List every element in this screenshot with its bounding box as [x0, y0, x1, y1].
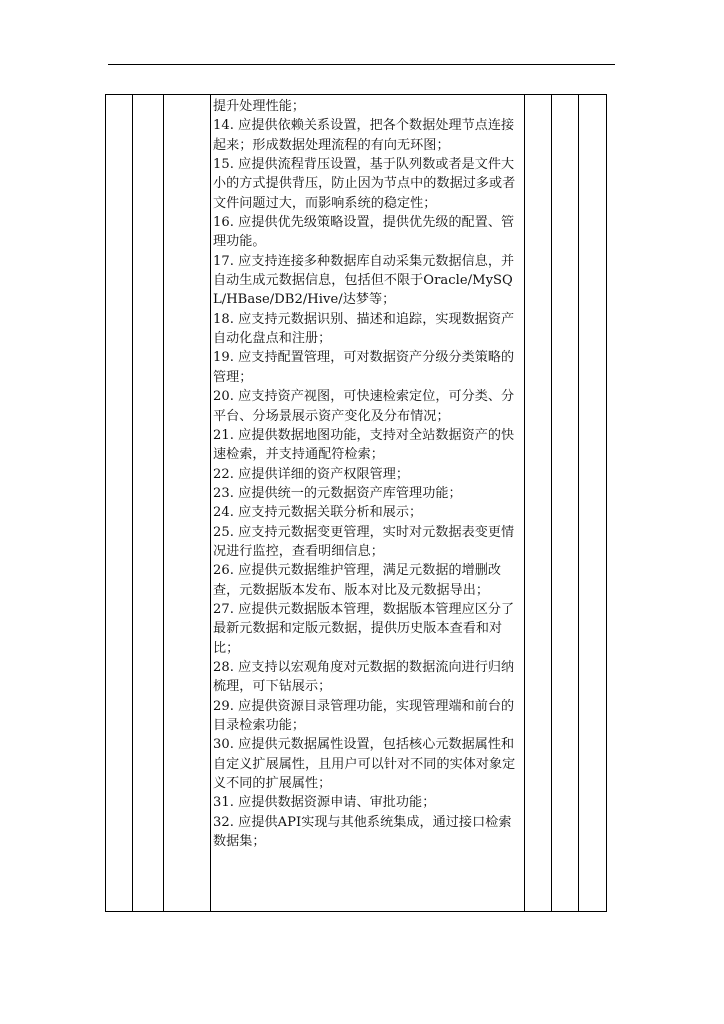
requirement-line: 15. 应提供流程背压设置，基于队列数或者是文件大小的方式提供背压，防止因为节点中的数据过多或者文件问题过大，而影响系统的稳定性； [213, 157, 516, 211]
requirements-cell-text [213, 97, 523, 851]
requirement-line: 18. 应支持元数据识别、描述和追踪，实现数据资产自动化盘点和注册； [213, 311, 515, 347]
column-divider [210, 95, 211, 911]
requirement-line: 19. 应支持配置管理，可对数据资产分级分类策略的管理； [213, 350, 515, 385]
requirement-line: 25. 应支持元数据变更管理，实时对元数据表变更情况进行监控，查看明细信息； [213, 524, 515, 559]
requirement-line: 22. 应提供详细的资产权限管理； [213, 466, 410, 482]
header-rule [108, 64, 615, 65]
requirement-line: 29. 应提供资源目录管理功能，实现管理端和前台的目录检索功能； [213, 698, 515, 733]
column-divider [163, 95, 164, 911]
column-divider [524, 95, 525, 911]
requirement-line: 30. 应提供元数据属性设置，包括核心元数据属性和自定义扩展属性，且用户可以针对不同的实体对象定义不同的扩展属性； [213, 737, 516, 792]
requirements-table [105, 94, 607, 912]
requirement-line: 26. 应提供元数据维护管理，满足元数据的增删改查，元数据版本发布、版本对比及元数据导出； [213, 563, 502, 598]
requirement-line: 16. 应提供优先级策略设置，提供优先级的配置、管理功能。 [213, 215, 515, 250]
requirement-line: 14. 应提供依赖关系设置，把各个数据处理节点连接起来；形成数据处理流程的有向无环图； [213, 118, 515, 153]
requirement-line: 28. 应支持以宏观角度对元数据的数据流向进行归纳梳理，可下钻展示； [213, 659, 515, 695]
requirement-line: 20. 应支持资产视图，可快速检索定位，可分类、分平台、分场景展示资产变化及分布情况； [213, 389, 515, 424]
requirement-line: 23. 应提供统一的元数据资产库管理功能； [213, 485, 462, 501]
requirement-line: 24. 应支持元数据关联分析和展示； [213, 505, 423, 521]
requirement-line: 32. 应提供API实现与其他系统集成，通过接口检索数据集； [213, 814, 512, 850]
column-divider [551, 95, 552, 911]
requirement-line: 提升处理性能； [213, 99, 306, 114]
requirement-line: 21. 应提供数据地图功能，支持对全站数据资产的快速检索，并支持通配符检索； [213, 427, 515, 463]
column-divider [578, 95, 579, 911]
column-divider [132, 95, 133, 911]
requirement-line: 27. 应提供元数据版本管理，数据版本管理应区分了最新元数据和定版元数据，提供历史版本查看和对比； [213, 601, 515, 656]
requirement-line: 31. 应提供数据资源申请、审批功能； [213, 795, 436, 811]
requirement-line: 17. 应支持连接多种数据库自动采集元数据信息，并自动生成元数据信息，包括但不限于Oracle/MySQL/HBase/DB2/Hive/达梦等； [213, 253, 515, 308]
